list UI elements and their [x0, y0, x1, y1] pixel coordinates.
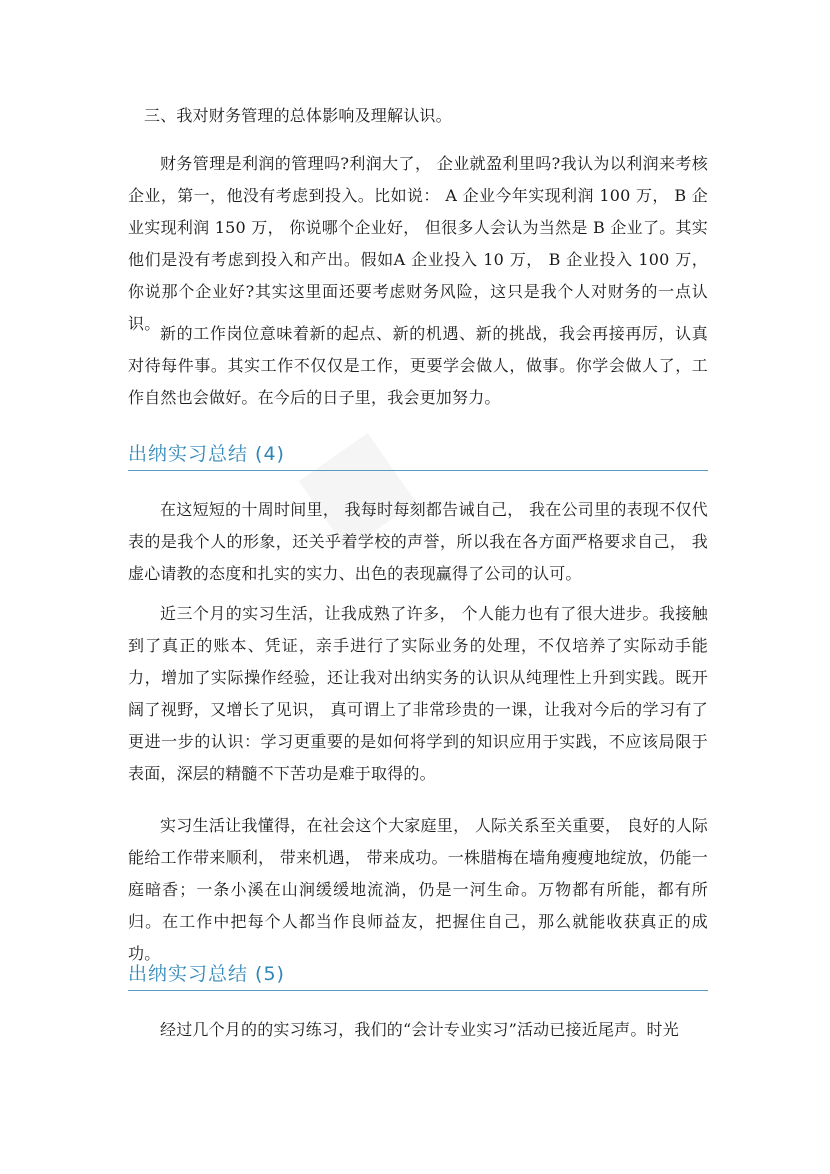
section-title: 三、我对财务管理的总体影响及理解认识。 — [144, 106, 452, 125]
section-heading: 出纳实习总结 (5) — [128, 962, 708, 991]
paragraph: 近三个月的实习生活，让我成熟了许多， 个人能力也有了很大进步。我接触到了真正的账本、凭证，亲手进行了实际业务的处理，不仅培养了实际动手能力，增加了实际操作经验，还让我对出纳实务的认识从纯理性上升到实践。既开阔了视野，又增长了见识， 真可谓上了非常珍贵的一课，让我对今后的学习有了更进一步的认识：学习更重要的是如何将学到的知识应用于实践，不应该局限于表面，深层的精髓不下苦功是难于取得的。 — [128, 604, 708, 783]
paragraph: 在这短短的十周时间里， 我每时每刻都告诫自己， 我在公司里的表现不仅代表的是我个人的形象，还关乎着学校的声誉，所以我在各方面严格要求自己， 我虚心请教的态度和扎实的实力、出色的表现赢得了公司的认可。 — [128, 500, 708, 583]
paragraph: 财务管理是利润的管理吗?利润大了， 企业就盈利里吗?我认为以利润来考核企业，第一，他没有考虑到投入。比如说： A 企业今年实现利润 100 万， B 企业实现利润 150 万， 你说哪个企业好， 但很多人会认为当然是 B 企业了。其实他们是没有考虑到投入和产出。假如A 企业投入 10 万， B 企业投入 100 万，你说那个企业好?其实这里面还要考虑财务风险，这只是我个人对财务的一点认识。 — [128, 154, 708, 333]
paragraph: 新的工作岗位意味着新的起点、新的机遇、新的挑战，我会再接再厉，认真对待每件事。其实工作不仅仅是工作，更要学会做人，做事。你学会做人了，工作自然也会做好。在今后的日子里，我会更加努力。 — [128, 324, 708, 407]
paragraph: 经过几个月的的实习练习，我们的“会计专业实习”活动已接近尾声。时光 — [160, 1020, 679, 1039]
watermark: ■ — [272, 401, 432, 567]
section-heading: 出纳实习总结 (4) — [128, 442, 708, 471]
paragraph: 实习生活让我懂得，在社会这个大家庭里， 人际关系至关重要， 良好的人际能给工作带来顺利， 带来机遇， 带来成功。一株腊梅在墙角瘦瘦地绽放，仍能一庭暗香；一条小溪在山涧缓缓地流淌，仍是一河生命。万物都有所能，都有所归。在工作中把每个人都当作良师益友，把握住自己，那么就能收获真正的成功。 — [128, 816, 708, 963]
